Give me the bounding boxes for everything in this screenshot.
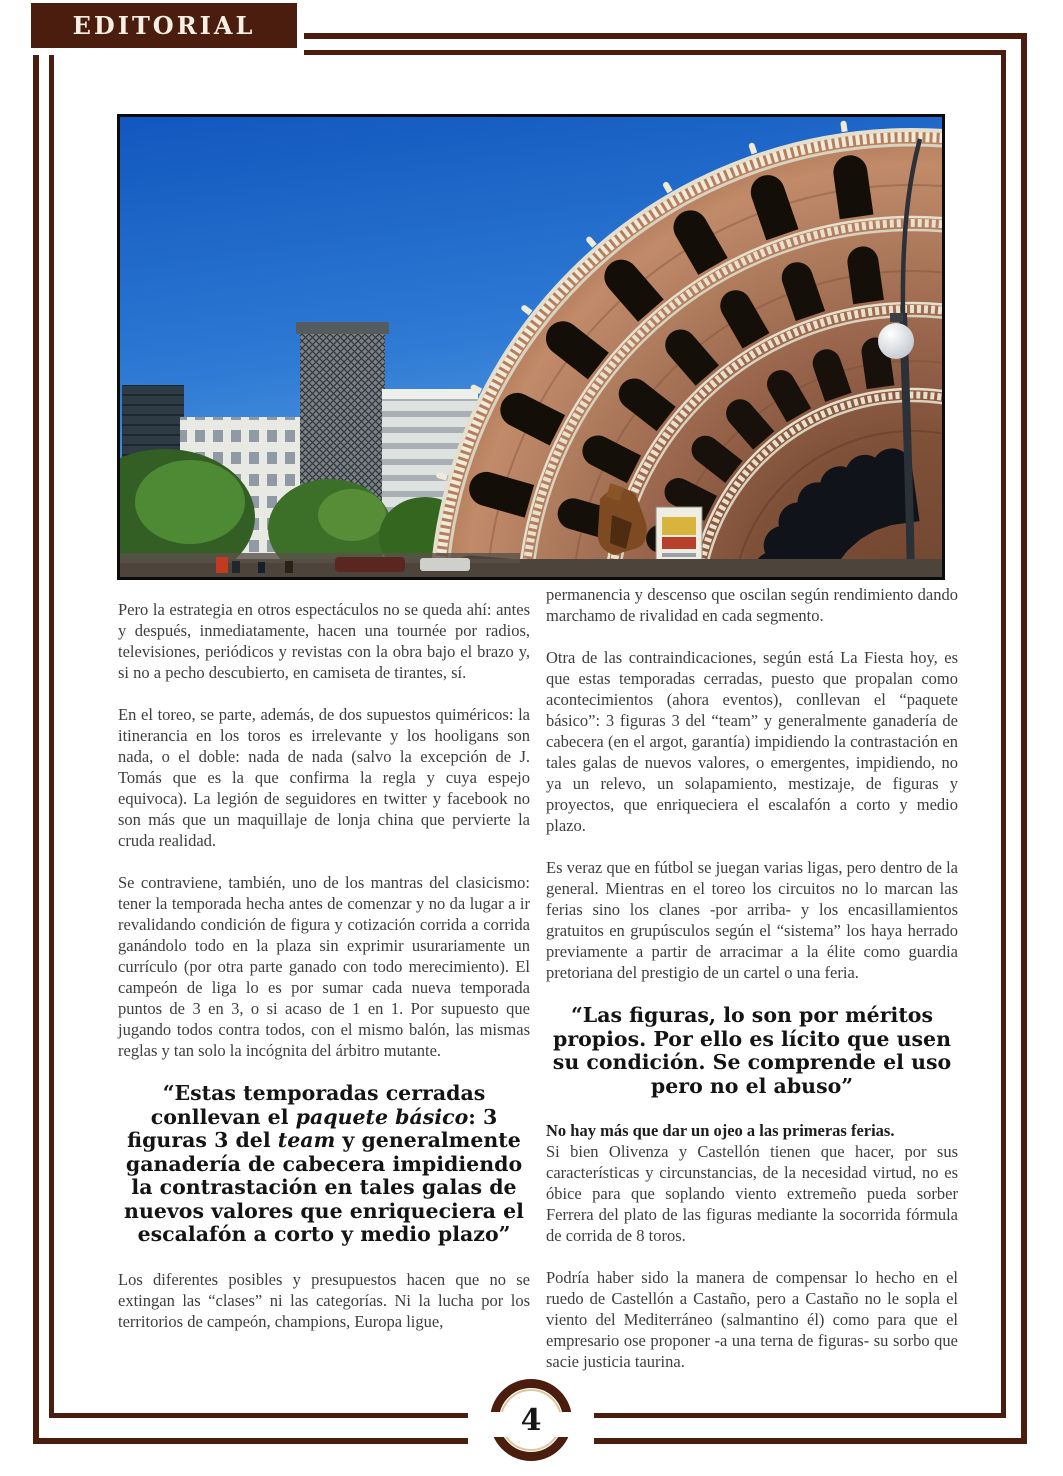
- pull-quote-right: “Las figuras, lo son por méritos propios. Por ello es lícito que usen su condición. Se comprende el uso pero no el abuso”: [552, 1003, 952, 1098]
- section-title: EDITORIAL: [72, 11, 256, 40]
- page-number: 4: [520, 1403, 542, 1438]
- paragraph: Si bien Olivenza y Castellón tienen que hacer, por sus características y circunstancias, de la necesidad virtud, no es óbice para que soplando viento extremeño pueda sorber Ferrera del plato de las figuras mediante la socorrida fórmula de corrida de 8 toros.: [546, 1142, 958, 1245]
- right-column: [546, 584, 958, 1393]
- paragraph: permanencia y descenso que oscilan según rendimiento dando marchamo de rivalidad en cada segmento.: [546, 585, 958, 625]
- bullring-photo: [117, 114, 945, 580]
- paragraph: En el toreo, se parte, además, de dos supuestos quiméricos: la itinerancia en los toros es irrelevante y los hooligans son nada, o el doble: nada de nada (salvo la excepción de J. Tomás que es la que confirma la regla y cuya espejo equivoca). La legión de seguidores en twitter y facebook no son más que un maquillaje de lonja china que pervierte la cruda realidad.: [118, 705, 530, 850]
- paragraph: Los diferentes posibles y presupuestos hacen que no se extingan las “clases” ni las categorías. Ni la lucha por los territorios de campeón, champions, Europa ligue,: [118, 1269, 530, 1331]
- paragraph: Se contraviene, también, uno de los mantras del clasicismo: tener la temporada hecha antes de comenzar y no da lugar a ir revalidando condición de figura y cotización corrida a corrida ganándolo todo en la plaza sin exprimir usurariamente un currículo (por otra parte ganado con todo merecimiento). El campeón de liga lo es por sumar cada nueva temporada puntos de 3 en 3, o si acaso de 1 en 1. Por supuesto que jugando todos contra todos, con el mismo balón, las mismas reglas y tan solo la incógnita del árbitro mutante.: [118, 873, 530, 1060]
- paragraph: Es veraz que en fútbol se juegan varias ligas, pero dentro de la general. Mientras en el toreo los circuitos no lo marcan las ferias sino los clanes -por arriba- y los encasillamientos gratuitos en grupúsculos según el “sistema” los haya herrado previamente a partir de arracimar a la élite como guardia pretoriana del prestigio de un cartel o una feria.: [546, 858, 958, 982]
- paragraph: Pero la estrategia en otros espectáculos no se queda ahí: antes y después, inmediatamente, hacen una tournée por radios, televisiones, periódicos y revistas con la obra bajo el brazo y, si no a pecho descubierto, en camiseta de tirantes, sí.: [118, 600, 530, 682]
- paragraph: Otra de las contraindicaciones, según está La Fiesta hoy, es que estas temporadas cerradas, puesto que propalan como acontecimientos (ahora eventos), conllevan el “paquete básico”: 3 figuras 3 del “team” y generalmente ganadería de cabecera (en el argot, garantía) impidiendo la contrastación en tales galas de nuevos valores, o emergentes, impidiendo, no ya un relevo, un solapamiento, mestizaje, de figuras y proyectos, que enriqueciera el escalafón a corto y medio plazo.: [546, 648, 958, 835]
- paragraph: Podría haber sido la manera de compensar lo hecho en el ruedo de Castellón a Castaño, pero a Castaño no le sopla el viento del Mediterráneo (salmantino él) como para que el empresario ose proponer -a una terna de figuras- su sorbo que sacie justicia taurina.: [546, 1268, 958, 1371]
- left-paragraphs: [118, 599, 530, 1061]
- left-column: [118, 599, 530, 1353]
- right-paragraphs: [546, 584, 958, 983]
- right-paragraphs-after: [546, 1267, 958, 1372]
- bullring-photo-art: [120, 117, 942, 577]
- left-paragraphs-after: [118, 1269, 530, 1332]
- section-header: [31, 3, 297, 48]
- lead-sentence: No hay más que dar un ojeo a las primeras ferias.: [546, 1121, 895, 1140]
- pull-quote-left: “Estas temporadas cerradas conllevan el paquete básico: 3 figuras 3 del team y generalmente ganadería de cabecera impidiendo la contrastación en tales galas de nuevos valores que enriqueciera el escalafón a corto y medio plazo”: [124, 1081, 524, 1246]
